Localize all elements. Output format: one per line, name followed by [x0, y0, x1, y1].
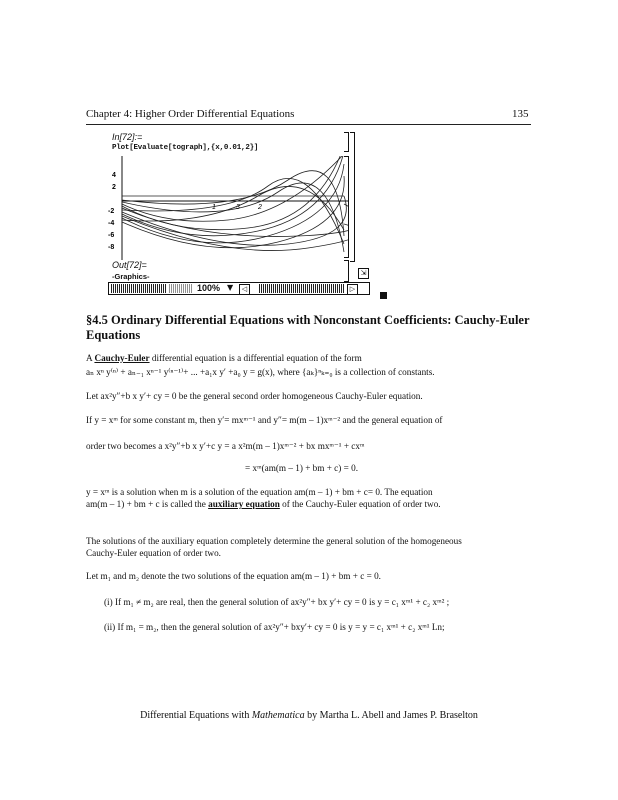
curve-label: 3 — [236, 204, 240, 211]
section-title: §4.5 Ordinary Differential Equations with Nonconstant Coefficients: Cauchy-Euler Equations — [86, 313, 530, 342]
formula-centered: = xᵐ(am(m – 1) + bm + c) = 0. — [245, 463, 358, 473]
solution-curves — [122, 156, 348, 252]
y-tick-label: -4 — [108, 220, 115, 227]
case-i: (i) If m₁ ≠ m₂ are real, then the general solution of ax²y″+ bx y′+ cy = 0 is y = c₁ xᵐ¹ + c₂ xᵐ² ; — [104, 597, 450, 607]
y-tick-label: -8 — [108, 244, 115, 251]
paragraph — [86, 498, 441, 510]
window-status-bar — [108, 282, 370, 295]
zoom-level[interactable]: 100% — [197, 283, 221, 293]
plot-area — [108, 156, 348, 260]
chapter-header: Chapter 4: Higher Order Differential Equations — [86, 108, 295, 120]
y-tick-label: 4 — [112, 172, 116, 179]
paragraph: Let m₁ and m₂ denote the two solutions of the equation am(m – 1) + bm + c = 0. — [86, 571, 381, 581]
page-number: 135 — [512, 108, 529, 120]
scroll-left-icon[interactable]: ◁ — [239, 284, 250, 295]
paragraph: order two becomes a x²y″+b x y′+c y = a x²m(m – 1)xᵐ⁻² + bx mxᵐ⁻¹ + cxᵐ — [86, 441, 365, 451]
paragraph: Let ax²y″+b x y′+ cy = 0 be the general second order homogeneous Cauchy-Euler equation. — [86, 391, 423, 401]
paragraph: Cauchy-Euler equation of order two. — [86, 548, 221, 558]
input-label: In[72]:= — [112, 132, 143, 142]
y-tick-label: -2 — [108, 208, 115, 215]
text: Mathematica — [251, 710, 305, 721]
case-ii: (ii) If m₁ = m₂, then the general solution of ax²y″+ bxy′+ cy = 0 is y = y = c₁ xᵐ¹ + c₂ xᵐ¹ Ln; — [104, 622, 445, 632]
paragraph: y = xᵐ is a solution when m is a solution of the equation am(m – 1) + bm + c= 0. The equation — [86, 487, 433, 497]
formula-cauchy-euler: aₙ xⁿ y⁽ⁿ⁾ + aₙ₋₁ xⁿ⁻¹ y⁽ⁿ⁻¹⁾+ ... +a₁x y′ +a₀ y = g(x), where {aₖ}ⁿₖ₌₀ is a collection of constants. — [86, 367, 435, 377]
text: Differential Equations with — [140, 710, 252, 721]
text: A — [86, 353, 95, 363]
end-of-example-square — [380, 292, 387, 299]
resize-icon[interactable]: ⇲ — [358, 268, 369, 279]
scroll-right-icon[interactable]: ▷ — [347, 284, 358, 295]
status-pattern — [111, 284, 167, 293]
curve-label: 1 — [212, 204, 216, 211]
zoom-dropdown-icon[interactable]: ▼ — [227, 283, 234, 292]
text: am(m – 1) + bm + c is called the — [86, 499, 209, 509]
curve — [122, 176, 344, 248]
curve-label: 2 — [258, 204, 262, 211]
page-footer — [86, 710, 532, 721]
term-auxiliary-equation: auxiliary equation — [208, 499, 280, 509]
plot-command[interactable]: Plot[Evaluate[tograph],{x,0.01,2}] — [112, 144, 259, 152]
status-pattern — [169, 284, 193, 293]
text: differential equation is a differential equation of the form — [149, 353, 362, 363]
curve — [122, 178, 344, 244]
paragraph: If y = xᵐ for some constant m, then y′= mxᵐ⁻¹ and y″= m(m – 1)xᵐ⁻² and the general equation of — [86, 415, 443, 425]
curve — [122, 171, 344, 236]
text: of the Cauchy-Euler equation of order two. — [279, 499, 441, 509]
graphics-cell-bracket[interactable] — [344, 156, 349, 258]
output-label: Out[72]= — [112, 260, 147, 270]
horizontal-scrollbar[interactable] — [259, 284, 345, 293]
output-graphics: -Graphics- — [112, 272, 150, 281]
paragraph: The solutions of the auxiliary equation completely determine the general solution of the homogeneous — [86, 536, 462, 546]
term-cauchy-euler: Cauchy-Euler — [94, 353, 150, 363]
mathematica-notebook — [108, 130, 370, 296]
paragraph-definition — [86, 352, 362, 364]
output-cell-bracket[interactable] — [344, 260, 349, 282]
group-cell-bracket[interactable] — [350, 132, 355, 262]
y-tick-label: 2 — [112, 184, 116, 191]
header-rule — [86, 124, 531, 125]
text: by Martha L. Abell and James P. Braselton — [304, 710, 478, 721]
input-cell-bracket[interactable] — [344, 132, 349, 152]
y-tick-label: -6 — [108, 232, 115, 239]
